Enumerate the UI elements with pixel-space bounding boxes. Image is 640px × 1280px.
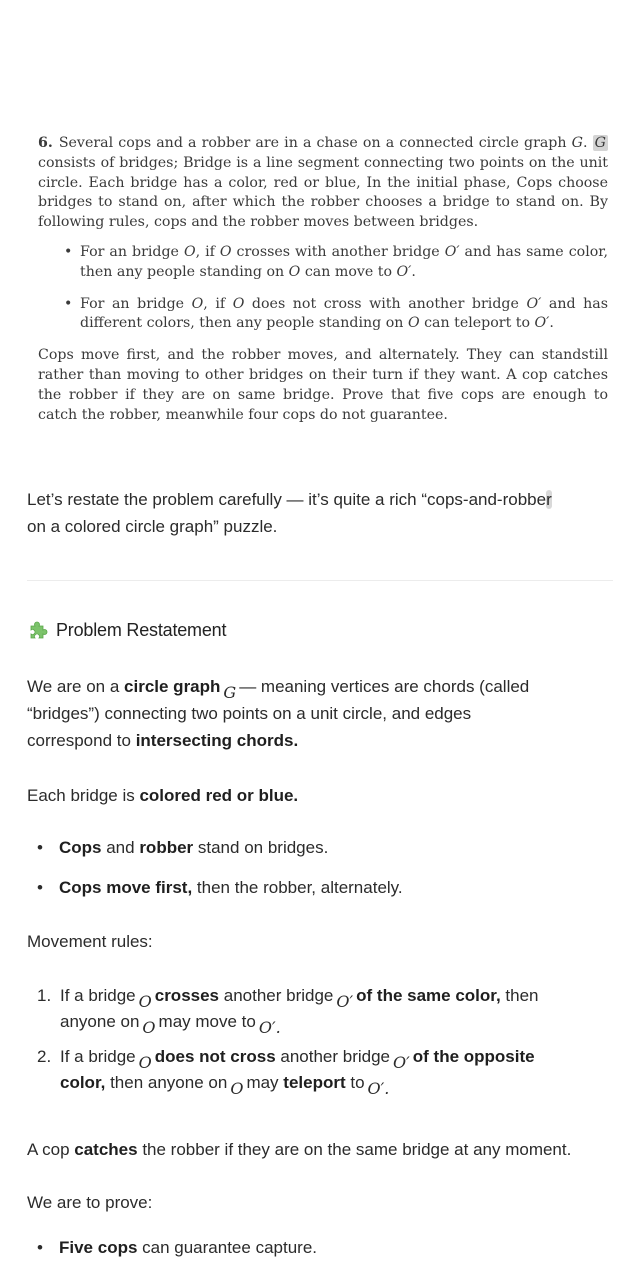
catch-rule: A cop catches the robber if they are on the same bridge at any moment. [27,1140,572,1159]
highlighted-g: G [594,135,606,151]
answer-intro: Let’s restate the problem carefully — it’s quite a rich “cops-and-robber on a colored circle graph” puzzle. [27,490,552,536]
prove-label: We are to prove: [27,1193,153,1212]
problem-statement [38,134,608,425]
movement-rules [27,983,617,1105]
restatement-paragraph-2: Each bridge is colored red or blue. [27,786,299,805]
problem-rules [38,243,608,334]
section-title: Problem Restatement [27,618,226,642]
divider [27,580,613,581]
problem-paragraph-2: Cops move first, and the robber moves, and alternately. They can standstill rather than moving to other bridges on their turn if they want. A cop catches the robber if they are on same bridge. Prove that five cops are enough to catch the robber, meanwhile four cops do not guarantee. [38,347,608,423]
restatement-paragraph-1: We are on a circle graph G — meaning vertices are chords (called “bridges”) connecting two points on a unit circle, and edges correspond to intersecting chords. [27,677,530,750]
movement-label: Movement rules: [27,932,153,951]
puzzle-piece-icon [27,618,51,642]
list-item: • Cops move first, then the robber, alternately. [27,874,617,914]
selection-highlight: r [546,490,552,509]
list-item: • Cops and robber stand on bridges. [27,834,617,874]
problem-paragraph-1: 6. Several cops and a robber are in a chase on a connected circle graph G. G consists of bridges; Bridge is a line segment connecting two points on the unit circle. Each bridge has a color, red or blue, In the initial phase, Cops choose bridges to stand on, after which the robber chooses a bridge to stand on. By following rules, cops and the robber moves between bridges. [38,135,608,231]
roles-list [27,834,617,914]
list-item: • Five cops can guarantee capture. [27,1234,617,1274]
problem-rule-1: • For an bridge O, if O crosses with another bridge O′ and has same color, then any people standing on O can move to O′. [64,243,608,283]
movement-rule-1: 1. If a bridge O crosses another bridge O′ of the same color, then anyone on O may move to O′. [37,986,539,1037]
problem-rule-2: • For an bridge O, if O does not cross with another bridge O′ and has different colors, then any people standing on O can teleport to O′. [64,295,608,335]
problem-number: 6. [38,135,53,151]
movement-rule-2: 2. If a bridge O does not cross another bridge O′ of the opposite color, then anyone on O may teleport to O′. [37,1047,535,1098]
prove-list [27,1234,617,1274]
